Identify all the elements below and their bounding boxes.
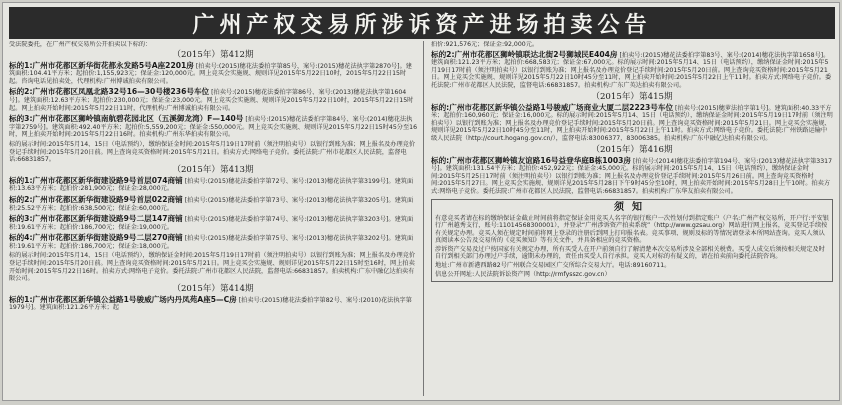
lot-title: 标的2:广州市花都区凤凰北路32号16—30号楼236号车位: [9, 87, 210, 97]
lot-title: 标的:广州市花都区新华镇公益路1号骏威广场商业大厦二层2223号车位: [431, 102, 674, 112]
lot-body: [拍卖号:(2015)穗花法委拍字第73号、案号:(2013)穗花法执字第3205号]。建筑面积:25.52平方米；起拍价:638,500元；保证金:60,000元。: [9, 196, 414, 212]
notice-website: 信息公开网址:人民法院诉讼资产网（http://rmfysszc.gov.cn）: [435, 270, 611, 278]
lot-title: 标的2:广州市花都区狮岭镇联达北街2号狮城民E404房: [431, 49, 618, 59]
lot-title: 标的1:广州市花都区新华街建设路9号首层074商铺: [9, 175, 183, 185]
lot-body: [拍卖号:(2014)穗花法委拍字第194号、案号:(2013)穗花法执字第3317号]。建筑面积:131.54平方米；起拍价:452,922元；保证金:45,000元。标的展示时间:2015年5月14、15日（电话预约），缴纳保证金时间:2015年5月25日17时前（须注明拍卖号）以银行到账为准；网上报名及办理竞价登记手续时间:2015年5月26日前。网上查询竞买资格时间:2015年5月27日。网上竞买会实施规、规则详见2015年5月28日下午9时45分至10时，网上拍卖开始时间:2015年5月28日上午10时。拍卖方式:网络电子竞价。委托法院:广州市花都区人民法院，监督电话:66831857。拍卖机构:广东华友拍卖有限公司。: [431, 157, 833, 195]
page-title: 广州产权交易所涉诉资产进场拍卖公告: [192, 11, 652, 38]
lot-body: [拍卖号:(2015)穗花法委拍字第85号、案号:(2015)穗花法执字第2870号]。建筑面积:104.41平方米；起拍价:1,155,923元；保证金:120,000元。网上竞买会实施规、规则详见2015年5月22日10时，2015年5月22日15时起。咨询电话见拍卖处，代理机构:广州博诚拍卖有限公司。: [9, 62, 412, 85]
lot-body: [拍卖号:(2015)穗花法委拍字第83号、案号:(2014)穗花法执字第1658号]。建筑面积:121.23平方米；起拍价:668,583元；保证金:67,000元。标的展示时间:2015年5月14、15日（电话预约），缴纳保证金时间:2015年5月19日17时前（须注明拍卖号）以银行到账为准；网上报名及办理竞价登记手续时间:2015年5月20日前。网上查询竞买资格时间:2015年5月21日。网上竞买会实施规、规则详见2015年5月22日10时45分至11时，网上拍卖开始时间:2015年5月22日上午11时。拍卖方式:网络电子竞价。委托法院:广州市花都区人民法院，监督电话:66831857。拍卖机构:广东广英达拍卖有限公司。: [431, 51, 832, 89]
notice-paragraph: 涉诉资产交易及过户按国家有关规定办理，所有买受人在开户前须自行了解清楚本次交易所涉及全部相关税费。买受人成交后须按相关规定及时自行到相关部门办理过户手续，逾期未办理的，责任由买受人自行承担。竞买人对标的有疑义的，请在拍卖前向委托法院咨询。: [435, 245, 825, 261]
lot-414-2: [431, 50, 833, 90]
lot-body: [拍卖号:(2015)穗萝法拍字第1号]。建筑面积:40.33平方米；起拍价:160,960元；保证金:16,000元。标的展示时间:2015年5月14、15日（电话预约），缴纳保证金时间:2015年5月19日17时前（须注明拍卖号）以银行到账为准；网上报名及办理竞价登记手续时间:2015年5月20日前。网上查询竞买资格时间:2015年5月21日。网上竞买会实施规、规则详见2015年5月22日10时45分至11时，网上拍卖开始时间:2015年5月22日上午11时。拍卖方式:网络电子竞价。委托法院:广州铁路运输中级人民法院（http://court.hogang.gov.cn/），监督电话:83006377、83006385。拍卖机构:广东中融亿达拍卖有限公司。: [431, 104, 833, 142]
lot-412-1: [9, 61, 417, 86]
lot-body: [拍卖号:(2015)穗花法委拍字第82号、案号:(2010)花法执字第1979号]。建筑面积:121.26平方米；起: [9, 296, 412, 312]
notice-title: 须知: [614, 201, 650, 213]
lot-413-2: [9, 195, 417, 212]
lot-title: 标的:广州市花都区狮岭镇友谊路16号益登华庭B栋1003房: [431, 155, 631, 165]
lot-body: [拍卖号:(2015)穗花法委拍字第74号、案号:(2013)穗花法执字第3203号]。建筑面积:19.61平方米；起拍价:186,700元；保证金:19,000元。: [9, 216, 414, 231]
lot-title: 标的3:广州市花都区新华街建设路9号二层147商铺: [9, 214, 183, 224]
lead-text: 受法院委托，在广州产权交易所公开拍卖以下标的：: [9, 41, 152, 48]
lot-body: [拍卖号:(2015)穗花法委拍字第75号、案号:(2013)穗花法执字第3202号]。建筑面积:19.61平方米；起拍价:186,700元；保证金:18,000元。: [9, 235, 414, 250]
newspaper-page: [2, 2, 840, 401]
period-414-heading: （2015年）第414期: [172, 283, 254, 294]
notice-paragraph: 有意竞买者请在标的缴纳保证金截止时间前将指定保证金用竞买人名字的银行账户一次性划付到指定账户（户名:广州产权交易所，开户行:平安银行广州越秀支行，账号:11014568300001），并登录“广州涉诉资产拍卖系统”（http://www.gzsau.org）网站进行网上报名，竞买登记手续按有关规定办理。竞买人须在规定时间前将网上登录的注册后到网上打印报名表。竞买事项、规则及标的等情况请登录本所网站查询。竞买人须认真阅读本公告及交易所的《竞买须知》等有关文件，并具备相应的竞买资格。: [435, 214, 829, 245]
period-413-notice: 标的展示时间:2015年5月14、15日（电话预约），缴纳保证金时间:2015年5月19日17时前（须注明拍卖号）以银行到账为准；网上报名及办理竞价登记手续时间:2015年5月20日前。网上查询竞买资格时间:2015年5月21日。网上竞买会实施规、规则详见2015年5月22日15时至16时，网上拍卖开始时间:2015年5月22日16时。拍卖方式:网络电子竞价。委托法院:广州市花都区人民法院，监督电话:66831857。拍卖机构:广东中融亿达拍卖有限公司。: [9, 252, 416, 283]
lot-413-1: [9, 176, 417, 193]
lot-title: 标的1:广州市花都区新华镇公益路1号骏威广场内丹凤苑A座5—C房: [9, 294, 237, 304]
period-412-notice: 标的展示时间:2015年5月14、15日（电话预约），缴纳保证金时间:2015年5月19日17时前（须注明拍卖号）以银行到账为准；网上报名及办理竞价登记手续时间:2015年5月20日前。网上查询竞买资格时间:2015年5月21日。拍卖方式:网络电子竞价。委托法院:广州市花都区人民法院，监督电话:66831857。: [9, 140, 416, 164]
lot-title: 标的1:广州市花都区新华街花都永发路5号A座2201房: [9, 60, 194, 70]
lot-title: 标的2:广州市花都区新华街建设路9号首层022商铺: [9, 194, 183, 204]
notice-address: 地址:广州市新港西路82号广州联合交易园区广交所综合交易大厅。电话:89160711。: [435, 262, 671, 270]
right-column: [431, 41, 833, 396]
lot-body: [拍卖号:(2015)穗花法委拍字第72号、案号:(2013)穗花法执字第3199号]。建筑面积:13.63平方米；起拍价:281,900元；保证金:28,000元。: [9, 177, 414, 193]
lot-body: [拍卖号:(2015)穗花法委拍字第84号、案号:(2014)穗花法执字第2759号]。建筑面积:492.40平方米；起拍价:5,559,200元；保证金:550,000元。网上竞买会实施规、规则详见2015年5月22日15时45分至16时，网上拍卖开始时间:2015年5月22日16时。拍卖机构:广州东华拍卖有限公司。: [9, 116, 417, 139]
period-415-heading: （2015年）第415期: [591, 91, 673, 102]
lot-415-1: [431, 103, 833, 143]
lot-412-2: [9, 87, 417, 112]
header-banner: [9, 7, 835, 39]
left-column: [9, 41, 417, 396]
lot-412-3: [9, 114, 417, 139]
period-416-heading: （2015年）第416期: [591, 144, 673, 155]
lot-title: 标的4:广州市花都区新华街建设路9号二层270商铺: [9, 233, 183, 243]
lot-414-1: [9, 295, 417, 312]
period-413-heading: （2015年）第413期: [172, 164, 254, 175]
column-divider: [423, 41, 424, 396]
lot-414-1-continued: 拍价:921,576元；保证金:92,000元。: [431, 41, 539, 48]
period-412-heading: （2015年）第412期: [172, 49, 254, 60]
lot-413-3: [9, 214, 417, 231]
lot-416-1: [431, 156, 833, 196]
notice-box: [431, 199, 833, 283]
lot-413-4: [9, 233, 417, 250]
lot-title: 标的3:广州市花都区狮岭镇南航碧花园北区（五溪御龙湾）F—140号: [9, 114, 244, 124]
lot-body: [拍卖号:(2015)穗花法委拍字第86号、案号:(2013)穗花法执字第1604号]。建筑面积:12.63平方米；起拍价:230,000元；保证金:23,000元。网上竞买会实施规、规则详见2015年5月22日10时，2015年5月22日15时起。网上拍卖开始时间:2015年5月22日11时，代理机构:广州博诚拍卖有限公司。: [9, 89, 414, 112]
